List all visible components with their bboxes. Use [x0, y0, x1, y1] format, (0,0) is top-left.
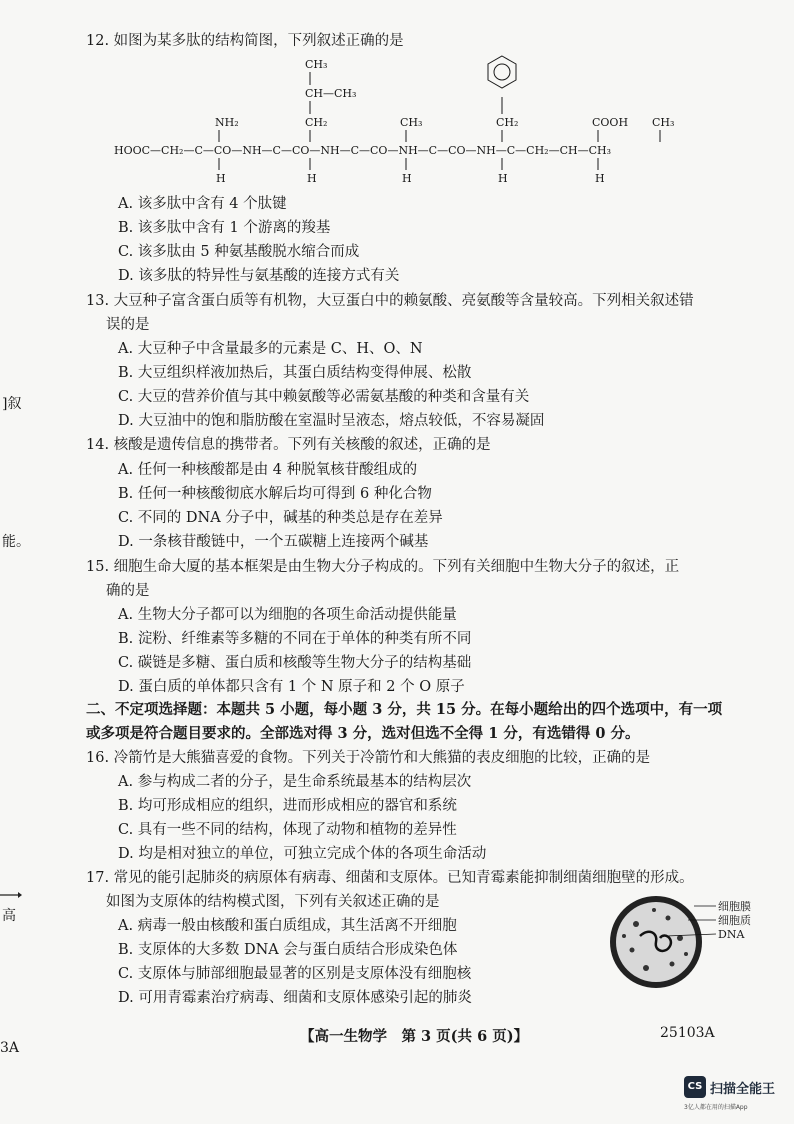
q12-stem: 12. 如图为某多肽的结构简图，下列叙述正确的是 — [86, 33, 404, 49]
q14-option-a: A. 任何一种核酸都是由 4 种脱氧核苷酸组成的 — [118, 462, 418, 478]
q14-option-b: B. 任何一种核酸彻底水解后均可得到 6 种化合物 — [118, 486, 432, 502]
margin-fragment-4: 3A — [0, 1040, 20, 1056]
q12-option-a: A. 该多肽中含有 4 个肽键 — [118, 196, 287, 212]
camscanner-logo-icon: CS — [684, 1076, 706, 1098]
q16-stem: 16. 冷箭竹是大熊猫喜爱的食物。下列关于冷箭竹和大熊猫的表皮细胞的比较，正确的是 — [86, 750, 651, 766]
label-dna: DNA — [718, 928, 745, 941]
h-3: H — [402, 172, 412, 185]
q15-stem: 15. 细胞生命大厦的基本框架是由生物大分子构成的。下列有关细胞中生物大分子的叙述，正 — [86, 559, 680, 575]
q12-option-d: D. 该多肽的特异性与氨基酸的连接方式有关 — [118, 268, 400, 284]
q12-option-c: C. 该多肽由 5 种氨基酸脱水缩合而成 — [118, 244, 360, 260]
ch-ch3: CH—CH₃ — [305, 87, 357, 100]
ch3-3: CH₃ — [400, 116, 423, 129]
q15-option-b: B. 淀粉、纤维素等多糖的不同在于单体的种类有所不同 — [118, 631, 472, 647]
ch3-5: CH₃ — [652, 116, 675, 129]
section2-heading: 二、不定项选择题：本题共 5 小题，每小题 3 分，共 15 分。在每小题给出的四个选项中，有一项 — [86, 701, 723, 718]
q13-option-a: A. 大豆种子中含量最多的元素是 C、H、O、N — [118, 341, 423, 357]
q17-option-c: C. 支原体与肺部细胞最显著的区别是支原体没有细胞核 — [118, 966, 472, 982]
q13-option-b: B. 大豆组织样液加热后，其蛋白质结构变得伸展、松散 — [118, 365, 472, 381]
q13-stem-cont: 误的是 — [106, 317, 150, 333]
q13-option-c: C. 大豆的营养价值与其中赖氨酸等必需氨基酸的种类和含量有关 — [118, 389, 530, 405]
q14-option-d: D. 一条核苷酸链中，一个五碳糖上连接两个碱基 — [118, 534, 429, 550]
label-cytoplasm: 细胞质 — [718, 914, 751, 927]
exam-code: 25103A — [660, 1025, 715, 1041]
q14-option-c: C. 不同的 DNA 分子中，碱基的种类总是存在差异 — [118, 510, 443, 526]
q16-option-b: B. 均可形成相应的组织，进而形成相应的器官和系统 — [118, 798, 457, 814]
q12-option-b: B. 该多肽中含有 1 个游离的羧基 — [118, 220, 331, 236]
q15-stem-cont: 确的是 — [106, 583, 150, 599]
scanner-watermark — [684, 1076, 794, 1116]
margin-fragment-3: 高 — [2, 908, 16, 924]
h-4: H — [498, 172, 508, 185]
q15-option-d: D. 蛋白质的单体都只含有 1 个 N 原子和 2 个 O 原子 — [118, 679, 465, 695]
section2-heading-cont: 或多项是符合题目要求的。全部选对得 3 分，选对但选不全得 1 分，有选错得 0 分。 — [86, 725, 640, 742]
q17-option-b: B. 支原体的大多数 DNA 会与蛋白质结合形成染色体 — [118, 942, 458, 958]
benzene-ring — [488, 56, 516, 88]
q15-option-c: C. 碳链是多糖、蛋白质和核酸等生物大分子的结构基础 — [118, 655, 472, 671]
nh2-group: NH₂ — [215, 116, 239, 129]
page-footer: 【高一生物学 第 3 页(共 6 页)】 — [300, 1028, 529, 1045]
h-1: H — [216, 172, 226, 185]
h-2: H — [307, 172, 317, 185]
polypeptide-structure-diagram — [100, 52, 740, 192]
ch2-4: CH₂ — [496, 116, 519, 129]
q15-option-a: A. 生物大分子都可以为细胞的各项生命活动提供能量 — [118, 607, 457, 623]
q13-stem: 13. 大豆种子富含蛋白质等有机物，大豆蛋白中的赖氨酸、亮氨酸等含量较高。下列相关叙述错 — [86, 293, 694, 309]
h-5: H — [595, 172, 605, 185]
q16-option-d: D. 均是相对独立的单位，可独立完成个体的各项生命活动 — [118, 846, 487, 862]
q16-option-c: C. 具有一些不同的结构，体现了动物和植物的差异性 — [118, 822, 457, 838]
margin-fragment-1: ]叙 — [2, 396, 22, 412]
q17-option-a: A. 病毒一般由核酸和蛋白质组成，其生活离不开细胞 — [118, 918, 457, 934]
main-chain: HOOC—CH₂—C—CO—NH—C—CO—NH—C—CO—NH—C—CO—NH—C—CH₂—CH—CH₃ — [114, 144, 612, 157]
margin-fragment-2: 能。 — [2, 534, 30, 550]
ch2-1: CH₂ — [305, 116, 328, 129]
scanner-tagline: 3亿人都在用的扫描App — [684, 1104, 748, 1111]
margin-arrow-icon — [0, 890, 22, 900]
q17-option-d: D. 可用青霉素治疗病毒、细菌和支原体感染引起的肺炎 — [118, 990, 472, 1006]
scanner-app-name: 扫描全能王 — [710, 1082, 776, 1097]
label-cell-membrane: 细胞膜 — [718, 900, 751, 913]
ch3-top: CH₃ — [305, 58, 328, 71]
q14-stem: 14. 核酸是遗传信息的携带者。下列有关核酸的叙述，正确的是 — [86, 437, 491, 453]
mycoplasma-diagram — [606, 892, 756, 1002]
q17-stem: 17. 常见的能引起肺炎的病原体有病毒、细菌和支原体。已知青霉素能抑制细菌细胞壁的形成。 — [86, 870, 694, 886]
q17-stem-cont: 如图为支原体的结构模式图，下列有关叙述正确的是 — [106, 894, 440, 910]
q13-option-d: D. 大豆油中的饱和脂肪酸在室温时呈液态，熔点较低，不容易凝固 — [118, 413, 545, 429]
cooh-group: COOH — [592, 116, 629, 129]
q16-option-a: A. 参与构成二者的分子，是生命系统最基本的结构层次 — [118, 774, 472, 790]
